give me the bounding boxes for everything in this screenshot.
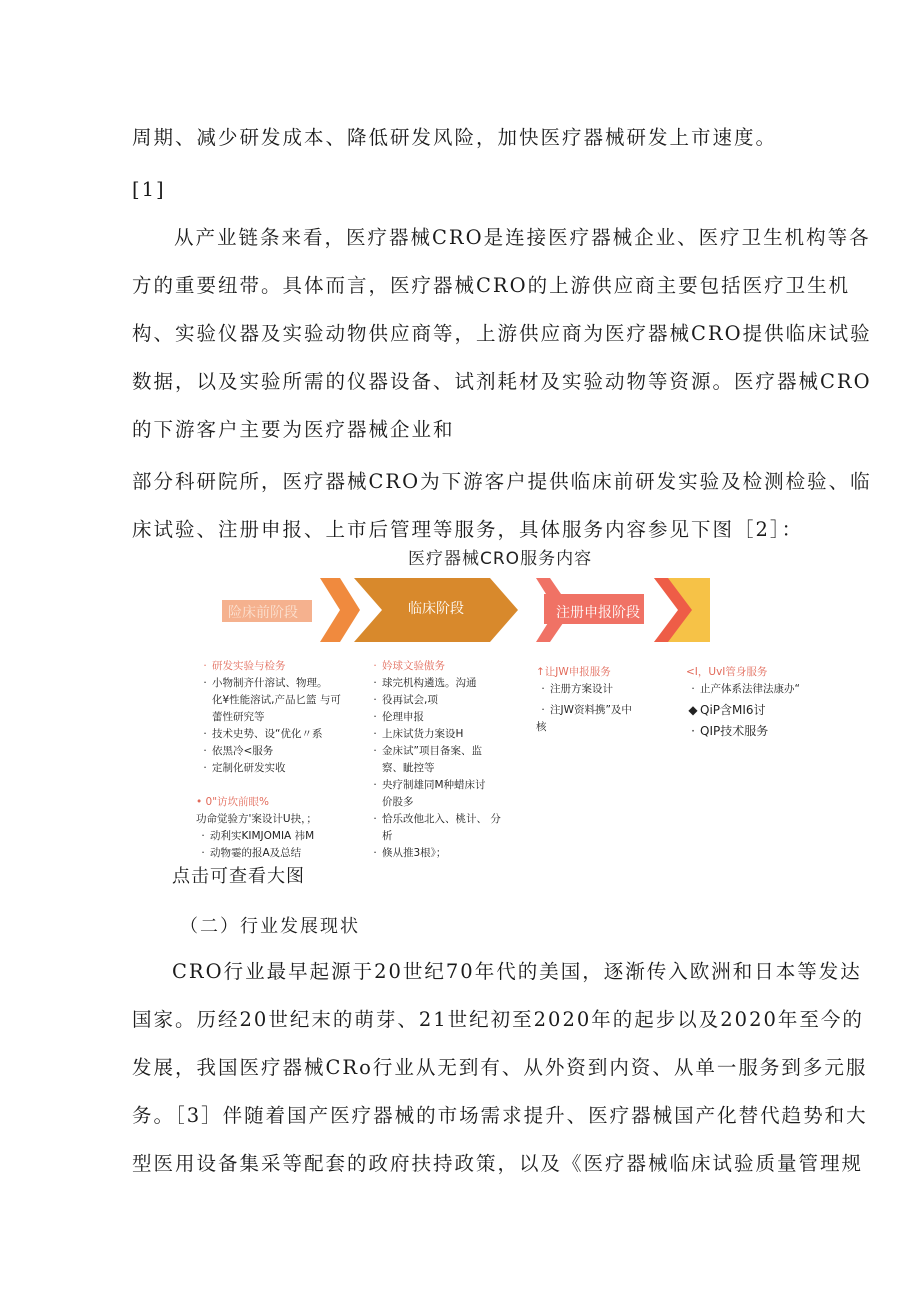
- bullet-icon: ·: [373, 847, 377, 859]
- list-item: · 注JW资料携”及中: [536, 702, 632, 719]
- paragraph-line: CRO行业最早起源于20世纪70年代的美国，逐渐传入欧洲和日本等发达: [172, 960, 862, 983]
- paragraph-line: 国家。历经20世纪末的萌芽、21世纪初至2020年的起步以及2020年至今的: [132, 1008, 864, 1031]
- bullet-icon: ·: [373, 660, 377, 672]
- list-item: · 止产体系法律法康办“: [686, 681, 800, 698]
- paragraph-line: 床试验、注册申报、上市后管理等服务，具体服务内容参见下图［2］：: [132, 518, 804, 541]
- service-column-postmarket: [686, 664, 800, 740]
- bullet-icon: ·: [201, 847, 205, 859]
- paragraph-line: 务。［3］伴随着国产医疗器械的市场需求提升、医疗器械国产化替代趋势和大: [132, 1104, 868, 1127]
- bullet-icon: ·: [373, 745, 377, 757]
- list-item: 察、眦控等: [382, 762, 435, 774]
- paragraph-line: 从产业链条来看，医疗器械CRO是连接医疗器械企业、医疗卫生机构等各: [174, 226, 871, 249]
- list-item: · 小物制齐什溶试、物理。: [198, 675, 341, 692]
- service-column-clinical: [368, 658, 501, 862]
- bullet-icon: ◆: [688, 703, 698, 717]
- bullet-icon: ·: [541, 704, 545, 716]
- bullet-icon: ·: [373, 694, 377, 706]
- paragraph-2: [132, 214, 872, 454]
- paragraph-line: 方的重要纽带。具体而言，医疗器械CRO的上游供应商主要包括医疗卫生机: [132, 274, 851, 297]
- list-item: · 定制化研发实收: [198, 760, 341, 777]
- paragraph-3: [132, 458, 872, 554]
- section-heading: （二）行业发展现状: [180, 916, 360, 937]
- column-heading: · 研发实验与检务: [198, 658, 341, 675]
- list-item: · 央疗制雄同M种蜡床讨: [368, 777, 501, 794]
- column-heading: • 0"访坎前眼%: [196, 796, 270, 808]
- column-heading: <I，UvI管身服务: [686, 666, 768, 678]
- service-column-preclinical: [198, 658, 341, 777]
- list-item: · 役再试会,项: [368, 692, 501, 709]
- paragraph-line: 数据，以及实验所需的仪器设备、试剂耗材及实验动物等资源。医疗器械CRO: [132, 370, 872, 393]
- list-item: · 动利实KIMJOMIA 祎M: [196, 828, 317, 845]
- list-item: 核: [536, 721, 547, 733]
- bullet-icon: ·: [373, 779, 377, 791]
- list-item: · 伦理申报: [368, 709, 501, 726]
- service-column-preclinical-animal: [196, 794, 317, 862]
- bullet-icon: ·: [203, 728, 207, 740]
- paragraph-4: [132, 948, 868, 1188]
- paragraph-line: 型医用设备集采等配套的政府扶持政策，以及《医疗器械临床试验质量管理规: [132, 1152, 864, 1175]
- paragraph-line: 发展，我国医疗器械CRo行业从无到有、从外资到内资、从单一服务到多元服: [132, 1056, 868, 1079]
- citation-1[interactable]: [132, 166, 832, 214]
- list-item: · 上床试货力案设H: [368, 726, 501, 743]
- list-item: 功命觉验方'案设计U抉，；: [196, 813, 317, 825]
- paragraph-line: 周期、减少研发成本、降低研发风险，加快医疗器械研发上市速度。: [132, 126, 778, 149]
- bullet-icon: •: [196, 796, 206, 808]
- list-item: 析: [382, 830, 393, 842]
- bullet-icon: ·: [373, 677, 377, 689]
- list-item: · 球完机构遴选。沟通: [368, 675, 501, 692]
- column-heading: ↑让JW申报服务: [536, 666, 611, 678]
- bullet-icon: ·: [541, 683, 545, 695]
- bullet-icon: ·: [373, 728, 377, 740]
- list-item: ◆ QiP含MI6讨: [686, 702, 800, 719]
- list-item: 蕾性研究等: [212, 711, 265, 723]
- view-large-image-link[interactable]: 点击可查看大图: [172, 866, 305, 887]
- paragraph-line: 构、实验仪器及实验动物供应商等，上游供应商为医疗器械CRO提供临床试验: [132, 322, 872, 345]
- bullet-icon: ·: [203, 762, 207, 774]
- paragraph-line: 的下游客户主要为医疗器械企业和: [132, 418, 455, 441]
- list-item: · 金床试”项目备案、监: [368, 743, 501, 760]
- paragraph-line: 部分科研院所，医疗器械CRO为下游客户提供临床前研发实验及检测检验、临: [132, 470, 872, 493]
- bullet-icon: ·: [203, 660, 207, 672]
- paragraph-1: [132, 114, 832, 162]
- bullet-icon: ·: [373, 813, 377, 825]
- bullet-icon: ·: [691, 683, 695, 695]
- citation-link[interactable]: [1]: [132, 178, 166, 201]
- stage-label-clinical: 临床阶段: [408, 601, 464, 617]
- figure-title: 医疗器械CRO服务内容: [408, 549, 593, 569]
- list-item: 价股多: [382, 796, 414, 808]
- list-item: · QIP技术服务: [686, 723, 800, 740]
- stage-label-registration: 注册申报阶段: [556, 605, 640, 621]
- stage-label-preclinical: 险床前阶段: [228, 605, 298, 621]
- bullet-icon: ·: [373, 711, 377, 723]
- bullet-icon: ·: [201, 830, 205, 842]
- chevron-preclinical: [320, 578, 360, 642]
- bullet-icon: ·: [203, 677, 207, 689]
- service-column-registration: [536, 664, 632, 736]
- list-item: · 依黑冷<服务: [198, 743, 341, 760]
- bullet-icon: ·: [203, 745, 207, 757]
- bullet-icon: ·: [691, 724, 695, 738]
- list-item: · 技术史势、设“优化〃系: [198, 726, 341, 743]
- list-item: · 注册方案设计: [536, 681, 632, 698]
- list-item: 化¥性能溶试,产品匕篮 与可: [212, 694, 341, 706]
- column-heading: · 妗球文验傲务: [368, 658, 501, 675]
- list-item: · 动物霎的报A及总结: [196, 845, 317, 862]
- list-item: · 倏从推3根》；: [368, 845, 501, 862]
- list-item: · 恰乐改他北入、桃计、 分: [368, 811, 501, 828]
